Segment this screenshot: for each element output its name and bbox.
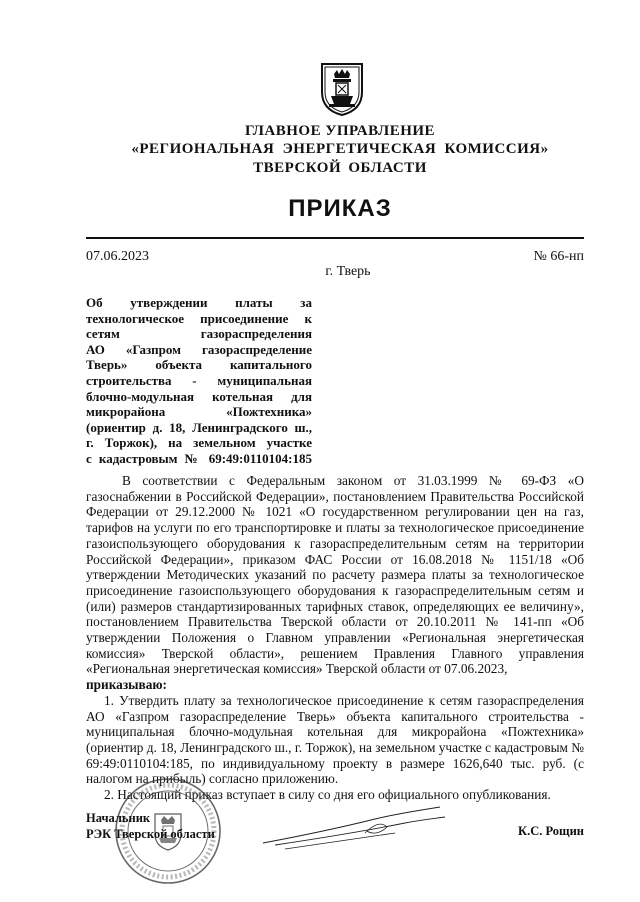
agency-name-line-1: ГЛАВНОЕ УПРАВЛЕНИЕ [244, 123, 436, 139]
order-item-1: 1. Утвердить плату за технологическое присоединение к сетям газораспределения АО «Газпром газораспределение Тверь» объекта капитального строительства - муниципальная блочно-модульная котельная для микрорайона «Пожтехника» (ориентир д. 18, Ленинградского ш., г. Торжок), на земельном участке с кадастровым № 69:49:0110104:185, по индивидуальному проекту в размере 1626,640 тыс. руб. (с налогом на прибыль) согласно приложению. [86, 692, 584, 787]
subject-line: микрорайона «Пожтехника» [86, 404, 312, 420]
subject-line: г. Торжок), на земельном участке [86, 435, 312, 451]
document-subject [86, 295, 312, 467]
document-body [86, 473, 584, 803]
signatory-position-line-2: РЭК Тверской области [86, 827, 215, 841]
subject-line: с кадастровым № 69:49:0110104:185 [86, 450, 312, 466]
signatory-position [86, 810, 215, 842]
header-divider [86, 237, 584, 239]
subject-line: Об утверждении платы за [86, 295, 312, 310]
preamble-paragraph: В соответствии с Федеральным законом от 31.03.1999 № 69-ФЗ «О газоснабжении в Российской Федерации», постановлением Правительства Российской Федерации от 29.12.2000 № 1021 «О государственном регулировании цен на газ, тарифов на услуги по его транспортировке и платы за технологическое присоединение газоиспользующего оборудования к газораспределительным сетям на территории Российской Федерации», приказом ФАС России от 16.08.2018 № 1151/18 «Об утверждении Методических указаний по расчету размера платы за технологическое присоединение газоиспользующего оборудования к газораспределительным сетям и (или) размеров стандартизированных тарифных ставок, определяющих ее величину», постановлением Правительства Тверской области от 20.10.2011 № 141-пп «Об утверждении Положения о Главном управлении «Региональная энергетическая комиссия» Тверской области», решением Правления Главного управления «Региональная энергетическая комиссия» Тверской области от 07.06.2023, [86, 473, 584, 677]
agency-name-line-2: «РЕГИОНАЛЬНАЯ ЭНЕРГЕТИЧЕСКАЯ КОМИССИЯ» [131, 141, 549, 157]
subject-line: сетям газораспределения [86, 326, 312, 342]
document-city: г. Тверь [325, 264, 371, 279]
agency-name-line-3: ТВЕРСКОЙ ОБЛАСТИ [253, 160, 427, 176]
handwritten-signature-icon [255, 803, 455, 853]
document-number: № 66-нп [533, 249, 584, 264]
subject-line: (ориентир д. 18, Ленинградского ш., [86, 419, 312, 435]
order-keyword: приказываю: [86, 677, 167, 693]
order-item-2: 2. Настоящий приказ вступает в силу со дня его официального опубликования. [104, 787, 551, 803]
subject-line: АО «Газпром газораспределение [86, 341, 312, 357]
document-type-title: ПРИКАЗ [288, 195, 392, 222]
subject-line: технологическое присоединение к [86, 310, 312, 326]
signatory-name: К.С. Рощин [518, 824, 584, 838]
signatory-position-line-1: Начальник [86, 811, 151, 825]
subject-line: строительства - муниципальная [86, 372, 312, 388]
subject-line: блочно-модульная котельная для [86, 388, 312, 404]
subject-line: Тверь» объекта капитального [86, 357, 312, 373]
document-date: 07.06.2023 [86, 249, 149, 264]
tver-coat-of-arms-icon [319, 62, 365, 116]
